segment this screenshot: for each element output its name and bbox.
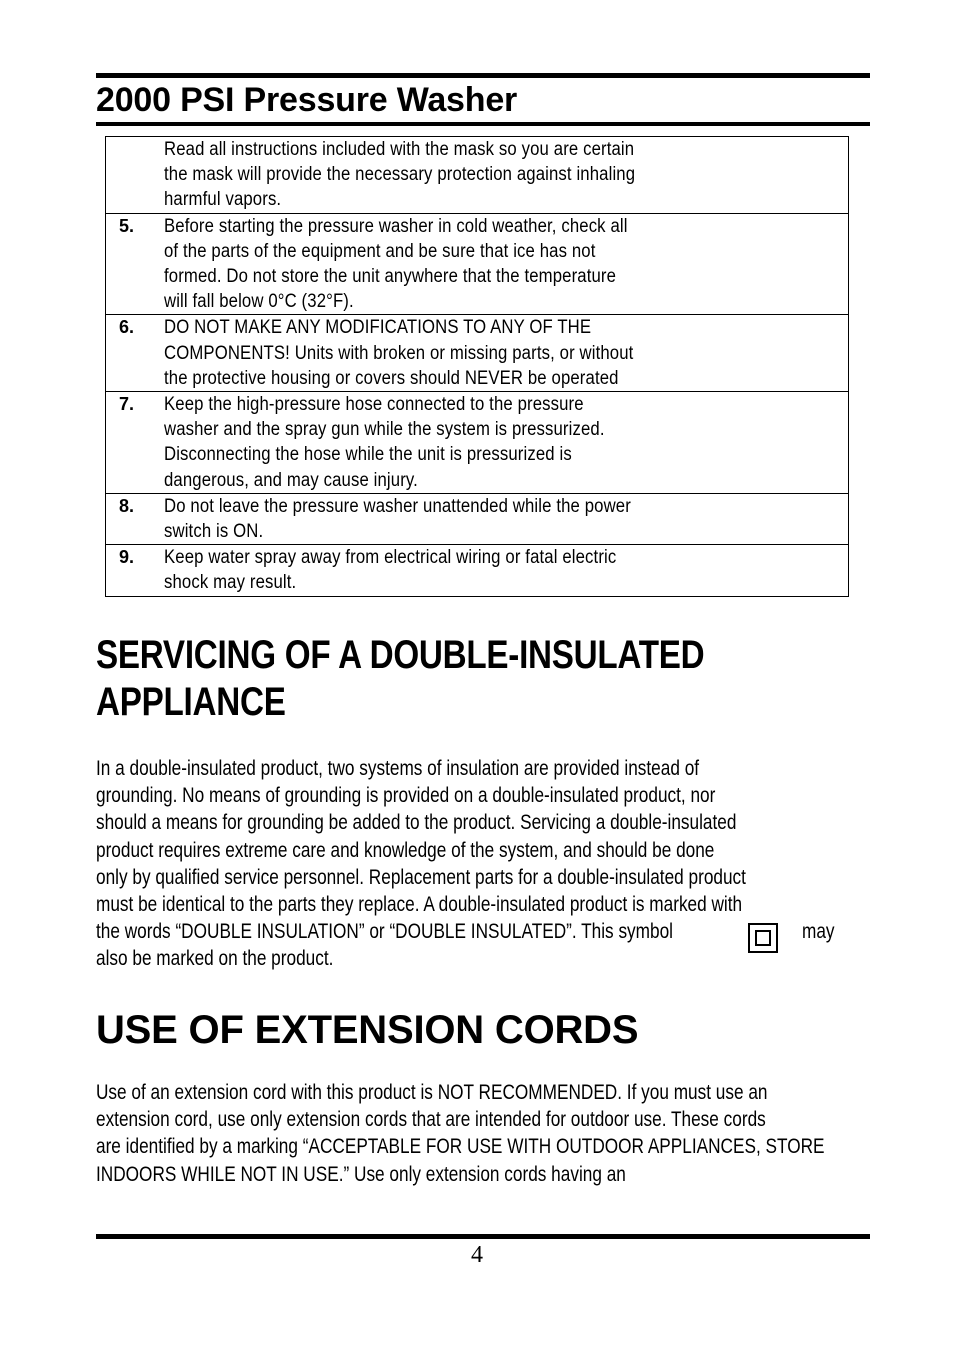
warning-text: Do not leave the pressure washer unattended while the power switch is ON. — [164, 493, 849, 544]
warning-number: 6. — [106, 315, 164, 392]
warning-text: Before starting the pressure washer in cold weather, check all of the parts of the equipment and be sure that ice has not formed. Do not store the unit anywhere that the temperature will fall below 0°C (32°F). — [164, 213, 849, 315]
extension-heading: USE OF EXTENSION CORDS — [96, 1008, 639, 1052]
warning-number: 8. — [106, 493, 164, 544]
header-top-rule — [96, 73, 870, 78]
warning-row — [106, 545, 849, 596]
warning-row — [106, 213, 849, 315]
extension-paragraph: Use of an extension cord with this product is NOT RECOMMENDED. If you must use an extension cord, use only extension cords that are intended for outdoor use. These cords are identified by a marking “ACCEPTABLE FOR USE WITH OUTDOOR APPLIANCES, STORE INDOORS WHILE NOT IN USE.” Use only extension cords having an — [96, 1081, 825, 1186]
safety-warnings-table — [105, 136, 849, 597]
servicing-paragraph: In a double-insulated product, two systems of insulation are provided instead of grounding. No means of grounding is provided on a double-insulated product, nor should a means for grounding be added to the product. Servicing a double-insulated product requires extreme care and knowledge of the system, and should be done only by qualified service personnel. Replacement parts for a double-insulated product must be identical to the parts they replace. A double-insulated product is marked with the words “DOUBLE INSULATION” or “DOUBLE INSULATED”. This symbol also be marked on the product. — [96, 757, 746, 971]
page-title: 2000 PSI Pressure Washer — [96, 81, 518, 119]
warning-row — [106, 137, 849, 214]
warning-text: Read all instructions included with the mask so you are certain the mask will provide the necessary protection against inhaling harmful vapors. — [164, 137, 849, 214]
page-number: 4 — [471, 1242, 483, 1268]
servicing-heading-line1: SERVICING OF A DOUBLE-INSULATED — [96, 633, 705, 677]
warning-row — [106, 315, 849, 392]
warning-text: Keep water spray away from electrical wiring or fatal electric shock may result. — [164, 545, 849, 596]
warning-number — [106, 137, 164, 214]
warning-number: 5. — [106, 213, 164, 315]
symbol-trailing-text: may — [802, 920, 835, 943]
warning-text: Keep the high-pressure hose connected to the pressure washer and the spray gun while the system is pressurized. Disconnecting the hose while the unit is pressurized is dangerous, and may cause injury. — [164, 392, 849, 494]
warning-row — [106, 493, 849, 544]
warning-row — [106, 392, 849, 494]
warning-number: 7. — [106, 392, 164, 494]
double-insulation-symbol-icon — [748, 923, 778, 953]
footer-rule — [96, 1234, 870, 1239]
header-bottom-rule — [96, 122, 870, 126]
warning-number: 9. — [106, 545, 164, 596]
servicing-heading-line2: APPLIANCE — [96, 680, 286, 724]
warning-text: DO NOT MAKE ANY MODIFICATIONS TO ANY OF THE COMPONENTS! Units with broken or missing parts, or without the protective housing or covers should NEVER be operated — [164, 315, 849, 392]
